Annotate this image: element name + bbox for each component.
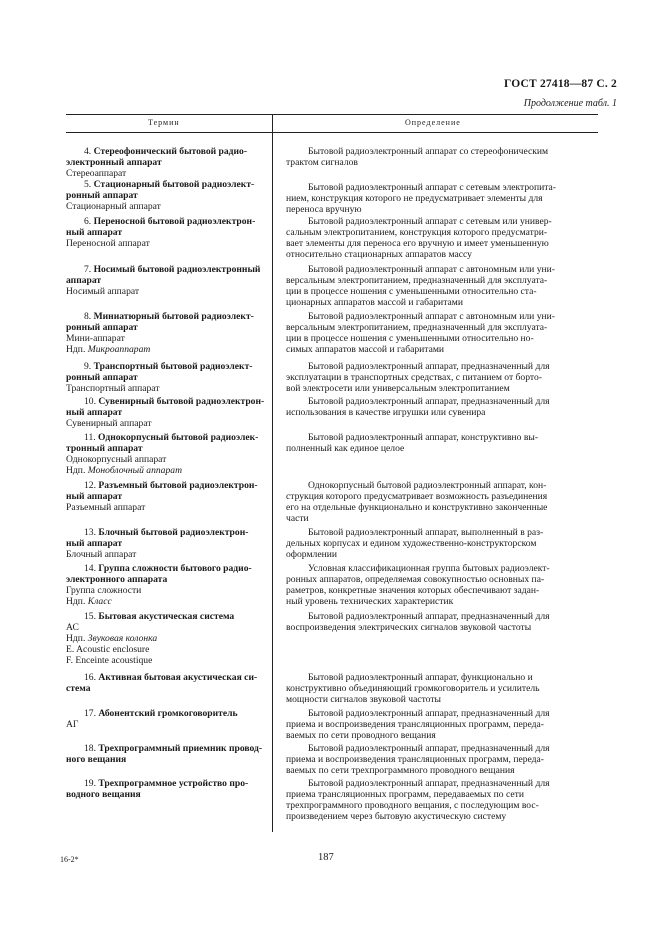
definition-cell [286,672,598,705]
term-title: Переносной бытовой радиоэлектрон- [93,216,256,227]
term-text: Транспортный аппарат [66,383,160,395]
definition-line: ции в процессе ношения с уменьшенными относительно но- [286,333,534,345]
term-line [66,168,268,179]
term-text: Ндп. [66,344,88,356]
definition-line: Бытовой радиоэлектронный аппарат, выполненный в раз- [308,527,544,538]
term-line [66,407,268,418]
term-title: Однокорпусный бытовой радиоэлек- [98,432,259,443]
term-line [66,708,268,719]
definition-cell [286,527,598,560]
definition-line: версальным электропитанием, предназначенный для эксплуата- [286,275,548,287]
term-line [66,286,268,297]
term-line [66,201,268,212]
definition-line: полненный как единое целое [286,443,405,455]
term-title: Блочный бытовой радиоэлектрон- [98,527,249,538]
definition-line: Бытовой радиоэлектронный аппарат с автономным или уни- [308,311,555,322]
term-text: Ндп. [66,465,88,477]
definition-line: симых аппаратов массой и габаритами [286,344,445,356]
term-title: Стационарный бытовой радиоэлект- [93,179,255,190]
term-cell [66,527,268,560]
term-line [66,157,268,168]
term-text: Стереоаппарат [66,168,127,180]
definition-line: Бытовой радиоэлектронный аппарат, предназначенный для [308,361,550,372]
term-line [66,683,268,694]
definition-line: ции в процессе ношения с уменьшенными относительно ста- [286,286,537,298]
term-cell [66,216,268,249]
term-cell [66,708,268,730]
definition-line: конструктивно объединяющий громкоговоритель и усилитель [286,683,540,695]
term-title: ного вещания [66,754,127,766]
term-line [66,633,268,644]
definition-line: вает элементы для переноса его вручную и имеет уменьшенную [286,238,549,250]
term-cell [66,179,268,212]
term-text: 19. [84,778,99,789]
definition-line: Бытовой радиоэлектронный аппарат с сетевым или универ- [308,216,552,227]
definition-line: трехпрограммного проводного вещания, с последующим вос- [286,800,539,812]
term-text: Однокорпусный аппарат [66,454,167,466]
term-line [66,179,268,190]
term-cell [66,778,268,800]
term-text: Стационарный аппарат [66,201,161,213]
term-line [66,743,268,754]
term-column-header: Термин [148,118,180,127]
definition-line: ционарных аппаратов массой и габаритами [286,297,463,309]
definition-cell [286,146,598,168]
definition-line: Бытовой радиоэлектронный аппарат с автономным или уни- [308,264,555,275]
term-line [66,502,268,513]
term-line [66,454,268,465]
term-title: ронный аппарат [66,190,138,202]
document-code: ГОСТ 27418—87 С. 2 [504,78,617,90]
definition-line: Бытовой радиоэлектронный аппарат, предназначенный для [308,708,550,719]
term-text: E. Acoustic enclosure [66,644,150,656]
definition-line: переноса вручную [286,204,362,216]
term-title: ронный аппарат [66,372,138,384]
term-text: Группа сложности [66,585,142,597]
term-title: Миниатюрный бытовой радиоэлект- [93,311,254,322]
definition-cell [286,432,598,454]
definition-line: части [286,513,309,525]
term-title: Стереофонический бытовой радио- [93,146,248,157]
term-line [66,622,268,633]
definition-line: раметров, конкретные значения которых обеспечивают задан- [286,585,540,597]
term-text: АГ [66,719,79,731]
definition-line: сальным электропитанием, конструкция которого предусматри- [286,227,548,239]
term-text: Блочный аппарат [66,549,137,561]
term-line [66,418,268,429]
term-line [66,491,268,502]
term-line [66,190,268,201]
definition-line: ваемых по сети трехпрограммного проводного вещания [286,765,515,777]
term-text: 6. [84,216,94,227]
term-text: 12. [84,480,99,491]
term-line [66,778,268,789]
definition-line: Бытовой радиоэлектронный аппарат, предназначенный для [308,611,550,622]
term-text: Сувенирный аппарат [66,418,152,430]
term-text: 8. [84,311,94,322]
deprecated-term: Звуковая колонка [87,633,158,645]
term-text: 4. [84,146,94,157]
term-text: Переносной аппарат [66,238,150,250]
term-title: ный аппарат [66,407,123,419]
term-title: Активная бытовая акустическая си- [98,672,258,683]
term-title: электронного аппарата [66,574,168,586]
term-title: ный аппарат [66,538,123,550]
term-title: ный аппарат [66,227,123,239]
term-line [66,432,268,443]
term-title: электронный аппарат [66,157,162,169]
term-title: Трехпрограммный приемник провод- [98,743,263,754]
definition-line: ронных аппаратов, определяемая совокупностью основных па- [286,574,545,586]
term-title: стема [66,683,91,695]
term-cell [66,480,268,513]
definition-line: трактом сигналов [286,157,358,169]
definition-line: струкция которого предусматривает возможность разъединения [286,491,548,503]
term-title: ный аппарат [66,491,123,503]
term-line [66,574,268,585]
term-text: 10. [84,396,99,407]
term-line [66,344,268,355]
term-title: Транспортный бытовой радиоэлект- [93,361,253,372]
term-text: 7. [84,264,94,275]
term-title: Абонентский громкоговоритель [98,708,238,719]
term-cell [66,432,268,476]
term-title: Носимый бытовой радиоэлектронный [93,264,261,275]
term-cell [66,361,268,394]
term-line [66,396,268,407]
term-line [66,361,268,372]
term-text: 13. [84,527,99,538]
definition-line: оформлении [286,549,337,561]
term-line [66,465,268,476]
term-line [66,372,268,383]
page-number: 187 [318,852,334,863]
term-line [66,789,268,800]
definition-line: приема трансляционных программ, передаваемых по сети [286,789,524,801]
term-text: 9. [84,361,94,372]
term-text: Мини-аппарат [66,333,125,345]
term-title: Сувенирный бытовой радиоэлектрон- [98,396,265,407]
term-line [66,383,268,394]
definition-cell [286,563,598,607]
definition-cell [286,708,598,741]
definition-line: использования в качестве игрушки или сувенира [286,407,486,419]
definition-line: Условная классификационная группа бытовых радиоэлект- [308,563,550,574]
term-text: 17. [84,708,99,719]
definition-line: Бытовой радиоэлектронный аппарат с сетевым электропита- [308,182,556,193]
term-text: Разъемный аппарат [66,502,146,514]
term-cell [66,743,268,765]
term-title: Бытовая акустическая система [98,611,235,622]
term-cell [66,611,268,666]
term-line [66,719,268,730]
term-line [66,443,268,454]
definition-line: Бытовой радиоэлектронный аппарат со стереофоническим [308,146,549,157]
term-title: Трехпрограммное устройство про- [98,778,249,789]
definition-cell [286,480,598,524]
term-text: 15. [84,611,99,622]
definition-line: Бытовой радиоэлектронный аппарат, предназначенный для [308,396,550,407]
term-text: Ндп. [66,633,88,645]
term-line [66,672,268,683]
definition-line: относительно стационарных аппаратов массу [286,249,472,261]
definition-cell [286,611,598,633]
definition-line: дельных корпусах и едином художественно-конструкторском [286,538,537,550]
term-text: 5. [84,179,94,190]
definition-cell [286,216,598,260]
table-continuation-label: Продолжение табл. 1 [523,98,617,109]
term-line [66,275,268,286]
term-title: тронный аппарат [66,443,143,455]
term-line [66,655,268,666]
term-title: ронный аппарат [66,322,138,334]
term-title: Группа сложности бытового радио- [98,563,252,574]
term-text: F. Enceinte acoustique [66,655,153,667]
term-line [66,585,268,596]
term-cell [66,311,268,355]
term-line [66,549,268,560]
term-cell [66,563,268,607]
term-cell [66,264,268,297]
term-line [66,322,268,333]
definition-cell [286,396,598,418]
definition-cell [286,311,598,355]
definition-line: воспроизведения электрических сигналов звуковой частоты [286,622,532,634]
deprecated-term: Микроаппарат [87,344,151,356]
term-line [66,238,268,249]
definition-cell [286,743,598,776]
definition-line: вой электросети или универсальным электропитанием [286,383,510,395]
print-signature: 16-2* [60,855,79,864]
definition-line: нием, конструкция которого не предусматривает элементы для [286,193,543,205]
definition-line: Бытовой радиоэлектронный аппарат, функционально и [308,672,533,683]
definition-line: версальным электропитанием, предназначенный для эксплуата- [286,322,548,334]
definition-line: ный уровень технических характеристик [286,596,454,608]
term-title: водного вещания [66,789,141,801]
definition-cell [286,361,598,394]
term-line [66,264,268,275]
term-cell [66,396,268,429]
term-text: 11. [84,432,99,443]
term-text: АС [66,622,79,634]
term-cell [66,672,268,694]
term-title: Разъемный бытовой радиоэлектрон- [98,480,258,491]
deprecated-term: Моноблочный аппарат [87,465,183,477]
definition-line: ваемых по сети проводного вещания [286,730,436,742]
term-line [66,754,268,765]
term-line [66,311,268,322]
column-divider [272,114,273,832]
definition-line: Бытовой радиоэлектронный аппарат, предназначенный для [308,778,550,789]
term-line [66,596,268,607]
term-text: 16. [84,672,99,683]
term-line [66,216,268,227]
term-line [66,333,268,344]
term-text: 14. [84,563,99,574]
term-line [66,480,268,491]
definition-column-header: Определение [405,118,461,127]
definition-line: Бытовой радиоэлектронный аппарат, предназначенный для [308,743,550,754]
term-text: Ндп. [66,596,88,608]
term-line [66,538,268,549]
definition-cell [286,264,598,308]
definition-line: эксплуатации в транспортных средствах, с питанием от борто- [286,372,542,384]
term-line [66,527,268,538]
term-title: аппарат [66,275,102,287]
definition-line: его на отдельные функционально и конструктивно законченные [286,502,548,514]
definition-line: произведением через бытовую акустическую систему [286,811,507,823]
table-top-rule [66,114,598,115]
term-line [66,146,268,157]
definition-cell [286,182,598,215]
definition-line: Однокорпусный бытовой радиоэлектронный аппарат, кон- [308,480,547,491]
term-line [66,644,268,655]
definition-cell [286,778,598,822]
term-text: Носимый аппарат [66,286,140,298]
term-line [66,563,268,574]
definition-line: мощности сигналов звуковой частоты [286,694,441,706]
term-cell [66,146,268,179]
term-line [66,227,268,238]
table-header-rule [66,132,598,133]
term-text: 18. [84,743,99,754]
definition-line: приема и воспроизведения трансляционных программ, переда- [286,754,544,766]
deprecated-term: Класс [87,596,112,608]
definition-line: приема и воспроизведения трансляционных программ, переда- [286,719,544,731]
term-line [66,611,268,622]
definition-line: Бытовой радиоэлектронный аппарат, конструктивно вы- [308,432,539,443]
